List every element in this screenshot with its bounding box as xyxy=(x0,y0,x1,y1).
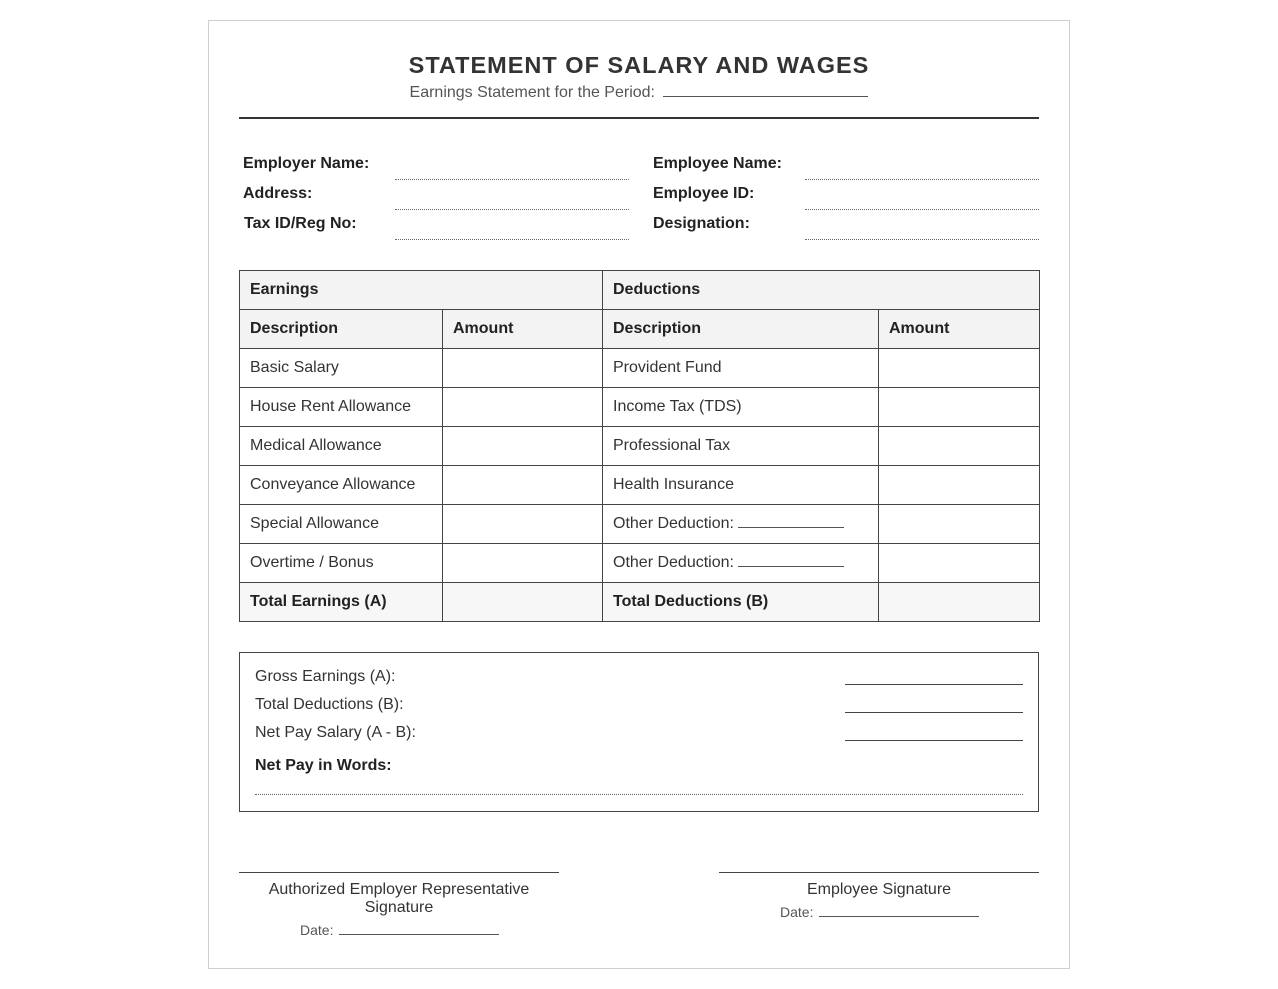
deduction-amount-cell[interactable] xyxy=(879,505,1040,544)
employee-date-field[interactable] xyxy=(819,916,979,917)
employer-date xyxy=(300,922,499,938)
earning-description: House Rent Allowance xyxy=(240,388,443,427)
employee-signature-line[interactable] xyxy=(719,872,1039,873)
period-field[interactable] xyxy=(663,96,868,97)
deduction-amount-cell[interactable] xyxy=(879,349,1040,388)
designation-field[interactable] xyxy=(805,239,1039,240)
gross-earnings-label: Gross Earnings (A): xyxy=(255,668,396,685)
other-deduction-label: Other Deduction: xyxy=(613,554,734,571)
deduction-description-header: Description xyxy=(603,310,879,349)
tax-id-field[interactable] xyxy=(395,239,629,240)
total-earnings-amount[interactable] xyxy=(443,583,603,622)
deduction-amount-header: Amount xyxy=(879,310,1040,349)
table-row xyxy=(240,388,1040,427)
deduction-amount-cell[interactable] xyxy=(879,544,1040,583)
earning-amount-header: Amount xyxy=(443,310,603,349)
designation-label: Designation: xyxy=(653,215,750,232)
employee-date-label: Date: xyxy=(780,904,814,920)
period-line xyxy=(209,84,1069,102)
deduction-description: Provident Fund xyxy=(603,349,879,388)
employer-address-label: Address: xyxy=(243,185,313,202)
employer-signature-line[interactable] xyxy=(239,872,559,873)
section-header-row xyxy=(240,271,1040,310)
table-row xyxy=(240,427,1040,466)
table-row xyxy=(240,544,1040,583)
net-pay-words-label: Net Pay in Words: xyxy=(255,757,392,774)
deduction-description-other xyxy=(603,544,879,583)
salary-statement-page xyxy=(208,20,1070,969)
earnings-deductions-table xyxy=(239,270,1040,622)
deduction-amount-cell[interactable] xyxy=(879,466,1040,505)
earnings-heading: Earnings xyxy=(240,271,603,310)
net-pay-words-field[interactable] xyxy=(255,794,1023,795)
earning-description: Medical Allowance xyxy=(240,427,443,466)
earning-amount-cell[interactable] xyxy=(443,544,603,583)
deduction-description: Income Tax (TDS) xyxy=(603,388,879,427)
table-row xyxy=(240,505,1040,544)
total-deductions-summary-label: Total Deductions (B): xyxy=(255,696,404,713)
net-pay-label: Net Pay Salary (A - B): xyxy=(255,724,416,741)
net-pay-summary xyxy=(239,652,1039,812)
earning-amount-cell[interactable] xyxy=(443,349,603,388)
employee-date xyxy=(780,904,979,920)
employer-date-field[interactable] xyxy=(339,934,499,935)
tax-id-label: Tax ID/Reg No: xyxy=(244,215,357,232)
total-deductions-field[interactable] xyxy=(845,712,1023,713)
earning-description-header: Description xyxy=(240,310,443,349)
total-deductions-amount[interactable] xyxy=(879,583,1040,622)
table-row xyxy=(240,349,1040,388)
employer-name-label: Employer Name: xyxy=(243,155,370,172)
employer-name-field[interactable] xyxy=(395,179,629,180)
earning-amount-cell[interactable] xyxy=(443,427,603,466)
employer-address-field[interactable] xyxy=(395,209,629,210)
period-label: Earnings Statement for the Period: xyxy=(409,84,655,101)
deduction-amount-cell[interactable] xyxy=(879,427,1040,466)
other-deduction-field[interactable] xyxy=(738,566,844,567)
employee-id-field[interactable] xyxy=(805,209,1039,210)
earning-amount-cell[interactable] xyxy=(443,466,603,505)
employee-name-label: Employee Name: xyxy=(653,155,782,172)
column-header-row xyxy=(240,310,1040,349)
employee-signature-label: Employee Signature xyxy=(806,881,952,898)
employer-date-label: Date: xyxy=(300,922,334,938)
earning-description: Special Allowance xyxy=(240,505,443,544)
other-deduction-label: Other Deduction: xyxy=(613,515,734,532)
earning-description: Basic Salary xyxy=(240,349,443,388)
gross-earnings-field[interactable] xyxy=(845,684,1023,685)
title-divider xyxy=(239,117,1039,119)
deduction-description-other xyxy=(603,505,879,544)
deduction-description: Professional Tax xyxy=(603,427,879,466)
earning-amount-cell[interactable] xyxy=(443,505,603,544)
net-pay-field[interactable] xyxy=(845,740,1023,741)
employer-signature-label xyxy=(239,881,559,917)
deduction-description: Health Insurance xyxy=(603,466,879,505)
employee-id-label: Employee ID: xyxy=(653,185,755,202)
deduction-amount-cell[interactable] xyxy=(879,388,1040,427)
deductions-heading: Deductions xyxy=(603,271,1040,310)
total-deductions-label: Total Deductions (B) xyxy=(603,583,879,622)
employer-signature-label-line1: Authorized Employer Representative xyxy=(268,881,530,898)
earning-amount-cell[interactable] xyxy=(443,388,603,427)
totals-row xyxy=(240,583,1040,622)
earning-description: Conveyance Allowance xyxy=(240,466,443,505)
employee-name-field[interactable] xyxy=(805,179,1039,180)
earning-description: Overtime / Bonus xyxy=(240,544,443,583)
total-earnings-label: Total Earnings (A) xyxy=(240,583,443,622)
document-title: STATEMENT OF SALARY AND WAGES xyxy=(408,52,870,78)
other-deduction-field[interactable] xyxy=(738,527,844,528)
table-row xyxy=(240,466,1040,505)
employer-signature-label-line2: Signature xyxy=(364,899,434,916)
